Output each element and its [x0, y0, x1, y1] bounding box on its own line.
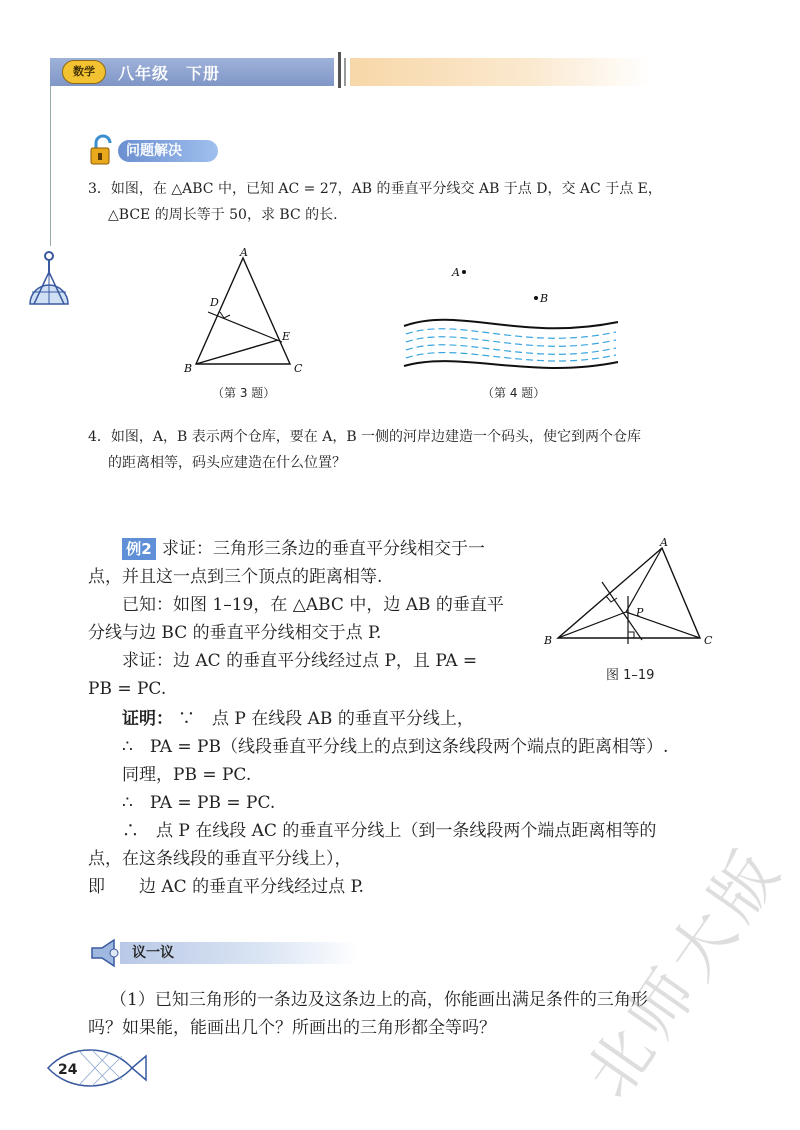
proof-line7: 即 边 AC 的垂直平分线经过点 P. — [88, 877, 364, 897]
header-divider-thin — [344, 58, 346, 86]
proof-line2: ∴ PA = PB（线段垂直平分线上的点到这条线段两个端点的距离相等）. — [122, 737, 669, 757]
point-b — [534, 296, 538, 300]
label-a: A — [240, 246, 248, 259]
label-c: C — [704, 634, 713, 647]
problem3-text-line2: △BCE 的周长等于 50，求 BC 的长. — [108, 207, 338, 223]
section-title-problem-solving: 问题解决 — [118, 140, 218, 162]
triangle-abc — [558, 548, 700, 638]
segment-be — [196, 340, 278, 364]
subject-badge: 数学 — [62, 60, 106, 84]
example2-line2: 点，并且这一点到三个顶点的距离相等. — [88, 567, 383, 587]
label-e: E — [282, 330, 291, 343]
label-c: C — [294, 362, 303, 375]
megaphone-icon — [88, 938, 120, 968]
book-title: 八年级 下册 — [118, 64, 221, 83]
discussion-line1: （1）已知三角形的一条边及这条边上的高，你能画出满足条件的三角形 — [110, 990, 648, 1010]
segment-pb — [558, 612, 626, 638]
problem4-figure — [400, 262, 622, 380]
proof-line6: 点，在这条线段的垂直平分线上）， — [88, 849, 352, 869]
lock-icon — [88, 134, 118, 166]
section-title-discussion: 议一议 — [120, 942, 360, 964]
example2-line6: PB = PC. — [88, 679, 167, 699]
river-water — [406, 329, 616, 361]
compass-decoration-icon — [26, 248, 72, 308]
margin-rule — [50, 86, 51, 246]
point-a — [462, 270, 466, 274]
proof-line3: 同理，PB = PC. — [122, 765, 252, 785]
river-bank-top — [404, 320, 618, 329]
label-b: B — [184, 362, 193, 375]
label-a: A — [452, 266, 460, 279]
discussion-line2: 吗？如果能，能画出几个？所画出的三角形都全等吗？ — [88, 1018, 496, 1038]
label-a: A — [660, 536, 668, 549]
proof-line4: ∴ PA = PB = PC. — [122, 793, 276, 813]
perpendicular-bisector — [208, 312, 282, 342]
proof-line5: ∴ 点 P 在线段 AC 的垂直平分线上（到一条线段两个端点距离相等的 — [122, 821, 657, 841]
page-number: 24 — [58, 1062, 78, 1078]
triangle-abc — [196, 258, 290, 364]
segment-pa — [626, 548, 662, 612]
label-b: B — [544, 634, 553, 647]
example2-line1: 求证：三角形三条边的垂直平分线相交于一 — [162, 539, 485, 559]
fish-decoration-icon — [40, 1040, 150, 1096]
label-b: B — [540, 292, 549, 305]
proof-label: 证明： — [122, 709, 173, 729]
example2-line4: 分线与边 BC 的垂直平分线相交于点 P. — [88, 623, 382, 643]
problem3-caption: （第 3 题） — [212, 386, 276, 400]
example-tag: 例2 — [122, 538, 156, 560]
example2-line3: 已知：如图 1–19，在 △ABC 中，边 AB 的垂直平 — [122, 595, 504, 615]
header-divider — [338, 52, 341, 88]
example2-line5: 求证：边 AC 的垂直平分线经过点 P，且 PA = — [122, 651, 478, 671]
problem4-caption: （第 4 题） — [482, 386, 546, 400]
proof-line1: ∵ 点 P 在线段 AB 的垂直平分线上， — [178, 709, 474, 729]
figure-1-19-caption: 图 1–19 — [606, 668, 655, 683]
label-p: P — [636, 606, 644, 619]
label-d: D — [210, 296, 219, 309]
river-bank-bottom — [404, 361, 618, 368]
problem3-text-line1: 3．如图，在 △ABC 中，已知 AC = 27，AB 的垂直平分线交 AB 于点 D，交 AC 于点 E， — [88, 181, 662, 197]
figure-1-19 — [540, 536, 720, 654]
problem4-text-line1: 4．如图，A，B 表示两个仓库，要在 A，B 一侧的河岸边建造一个码头，使它到两个仓库 — [88, 429, 642, 445]
problem3-figure — [170, 244, 320, 380]
header-gradient — [350, 58, 650, 86]
problem4-text-line2: 的距离相等，码头应建造在什么位置？ — [108, 455, 346, 471]
right-angle-mark-bc — [628, 632, 634, 638]
watermark: 北师大版 — [572, 832, 799, 1112]
